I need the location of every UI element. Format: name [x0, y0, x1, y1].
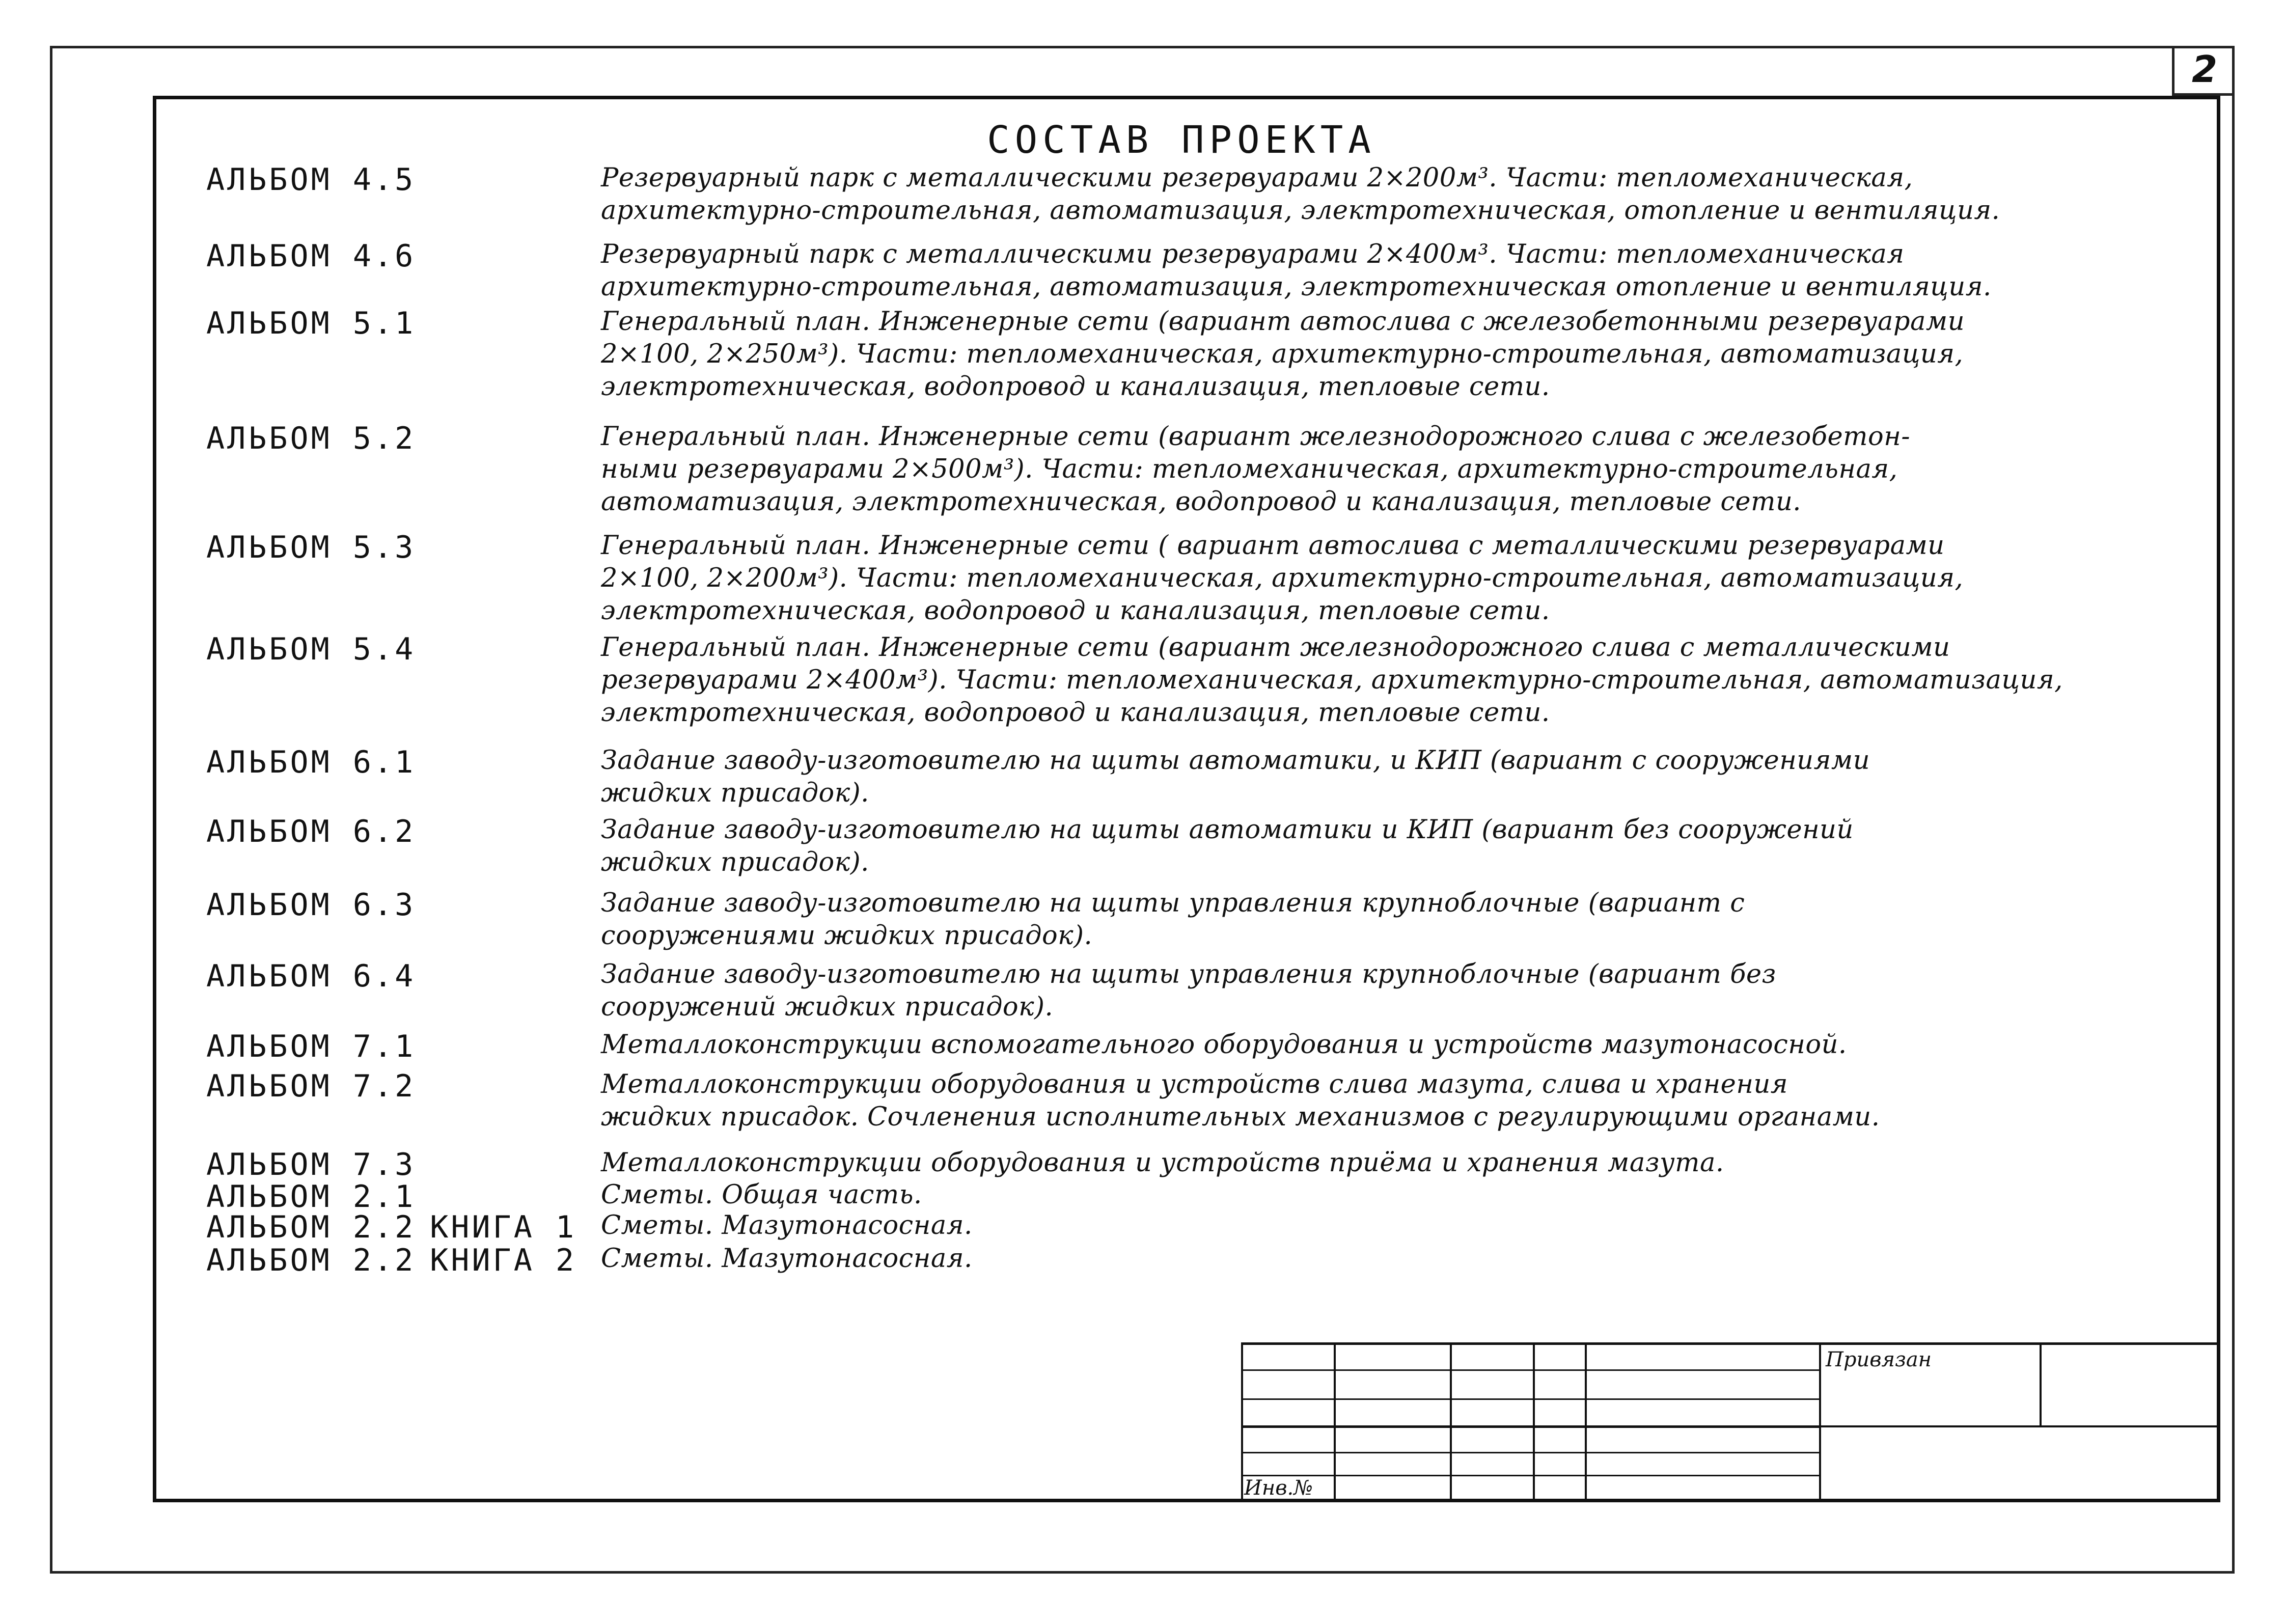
- album-description: [601, 631, 2129, 729]
- album-number: АЛЬБОМ 5.2: [206, 421, 416, 456]
- description-line: Сметы. Мазутонасосная.: [601, 1210, 973, 1241]
- album-number: АЛЬБОМ 6.4: [206, 958, 416, 994]
- description-line: архитектурно-строительная, автоматизация, электротехническая отопление и вентиляция.: [601, 272, 1992, 302]
- album-label: [206, 421, 416, 456]
- description-line: Задание заводу-изготовителю на щиты управления крупноблочные (вариант без: [601, 959, 1776, 989]
- book-number: КНИГА 1: [430, 1209, 577, 1245]
- description-line: Сметы. Мазутонасосная.: [601, 1244, 973, 1274]
- album-number: АЛЬБОМ 2.1: [206, 1179, 416, 1215]
- album-number: АЛЬБОМ 5.3: [206, 530, 416, 565]
- description-line: жидких присадок).: [601, 778, 869, 808]
- album-number: АЛЬБОМ 7.2: [206, 1068, 416, 1104]
- album-label: [206, 1029, 416, 1064]
- album-label: [206, 1068, 416, 1104]
- description-line: электротехническая, водопровод и канализация, тепловые сети.: [601, 596, 1550, 626]
- sheet-number: 2: [2172, 46, 2235, 96]
- album-number: АЛЬБОМ 2.2: [206, 1243, 416, 1278]
- description-line: резервуарами 2×400м³). Части: тепломеханическая, архитектурно-строительная, автоматизация,: [601, 665, 2063, 695]
- description-line: 2×100, 2×200м³). Части: тепломеханическая, архитектурно-строительная, автоматизация,: [601, 563, 1964, 593]
- album-label: [206, 238, 416, 274]
- album-number: АЛЬБОМ 7.1: [206, 1029, 416, 1064]
- album-label: [206, 306, 416, 341]
- album-number: АЛЬБОМ 5.4: [206, 631, 416, 667]
- album-description: [601, 1179, 2129, 1212]
- album-label: [206, 745, 416, 780]
- album-number: АЛЬБОМ 6.1: [206, 745, 416, 780]
- album-number: АЛЬБОМ 6.3: [206, 887, 416, 923]
- description-line: Сметы. Общая часть.: [601, 1180, 922, 1210]
- album-description: [601, 421, 2129, 518]
- page-title: СОСТАВ ПРОЕКТА: [987, 118, 1376, 162]
- album-description: [601, 238, 2129, 304]
- description-line: Задание заводу-изготовителю на щиты автоматики, и КИП (вариант с сооружениями: [601, 746, 1870, 776]
- description-line: Металлоконструкции оборудования и устройств слива мазута, слива и хранения: [601, 1069, 1788, 1099]
- album-description: [601, 1068, 2129, 1134]
- album-number: АЛЬБОМ 5.1: [206, 306, 416, 341]
- album-label: [206, 814, 416, 849]
- album-label: [206, 1147, 416, 1182]
- album-description: [601, 887, 2129, 952]
- album-label: [206, 162, 416, 198]
- album-number: АЛЬБОМ 4.6: [206, 238, 416, 274]
- description-line: Генеральный план. Инженерные сети ( вариант автослива с металлическими резервуарами: [601, 531, 1945, 561]
- description-line: жидких присадок).: [601, 847, 869, 877]
- description-line: Металлоконструкции вспомогательного оборудования и устройств мазутонасосной.: [601, 1030, 1847, 1060]
- album-label: [206, 631, 416, 667]
- attached-label: Привязан: [1826, 1348, 1932, 1371]
- description-line: Резервуарный парк с металлическими резервуарами 2×400м³. Части: тепломеханическая: [601, 239, 1905, 269]
- description-line: автоматизация, электротехническая, водопровод и канализация, тепловые сети.: [601, 487, 1802, 517]
- album-label: [206, 887, 416, 923]
- description-line: Генеральный план. Инженерные сети (вариант автослива с железобетонными резервуарами: [601, 307, 1965, 337]
- album-number: АЛЬБОМ 6.2: [206, 814, 416, 849]
- album-description: [601, 1209, 2129, 1242]
- description-line: Металлоконструкции оборудования и устройств приёма и хранения мазута.: [601, 1148, 1724, 1178]
- album-description: [601, 745, 2129, 810]
- album-description: [601, 306, 2129, 403]
- album-label: [206, 1243, 576, 1278]
- description-line: сооружений жидких присадок).: [601, 992, 1054, 1022]
- album-description: [601, 530, 2129, 627]
- album-description: [601, 814, 2129, 879]
- description-line: жидких присадок. Сочленения исполнительных механизмов с регулирующими органами.: [601, 1102, 1880, 1132]
- album-description: [601, 1147, 2129, 1179]
- description-line: электротехническая, водопровод и канализация, тепловые сети.: [601, 698, 1550, 728]
- description-line: Задание заводу-изготовителю на щиты управления крупноблочные (вариант с: [601, 888, 1745, 918]
- description-line: Задание заводу-изготовителю на щиты автоматики и КИП (вариант без сооружений: [601, 815, 1854, 845]
- album-description: [601, 1029, 2129, 1061]
- description-line: Генеральный план. Инженерные сети (вариант железнодорожного слива с железобетон-: [601, 422, 1911, 452]
- description-line: Генеральный план. Инженерные сети (вариант железнодорожного слива с металлическими: [601, 632, 1950, 663]
- description-line: ными резервуарами 2×500м³). Части: тепломеханическая, архитектурно-строительная,: [601, 454, 1898, 484]
- book-number: КНИГА 2: [430, 1243, 577, 1278]
- album-label: [206, 1209, 576, 1245]
- description-line: архитектурно-строительная, автоматизация, электротехническая, отопление и вентиляция.: [601, 196, 2000, 226]
- album-number: АЛЬБОМ 4.5: [206, 162, 416, 198]
- album-label: [206, 530, 416, 565]
- album-number: АЛЬБОМ 7.3: [206, 1147, 416, 1182]
- inv-number-label: Инв.№: [1244, 1476, 1313, 1500]
- title-block: [1241, 1342, 2217, 1499]
- description-line: 2×100, 2×250м³). Части: тепломеханическая, архитектурно-строительная, автоматизация,: [601, 339, 1964, 369]
- album-description: [601, 1243, 2129, 1275]
- description-line: сооружениями жидких присадок).: [601, 921, 1093, 951]
- description-line: электротехническая, водопровод и канализация, тепловые сети.: [601, 372, 1550, 402]
- description-line: Резервуарный парк с металлическими резервуарами 2×200м³. Части: тепломеханическая,: [601, 163, 1913, 193]
- album-description: [601, 958, 2129, 1024]
- album-label: [206, 958, 416, 994]
- album-description: [601, 162, 2129, 227]
- album-number: АЛЬБОМ 2.2: [206, 1209, 416, 1245]
